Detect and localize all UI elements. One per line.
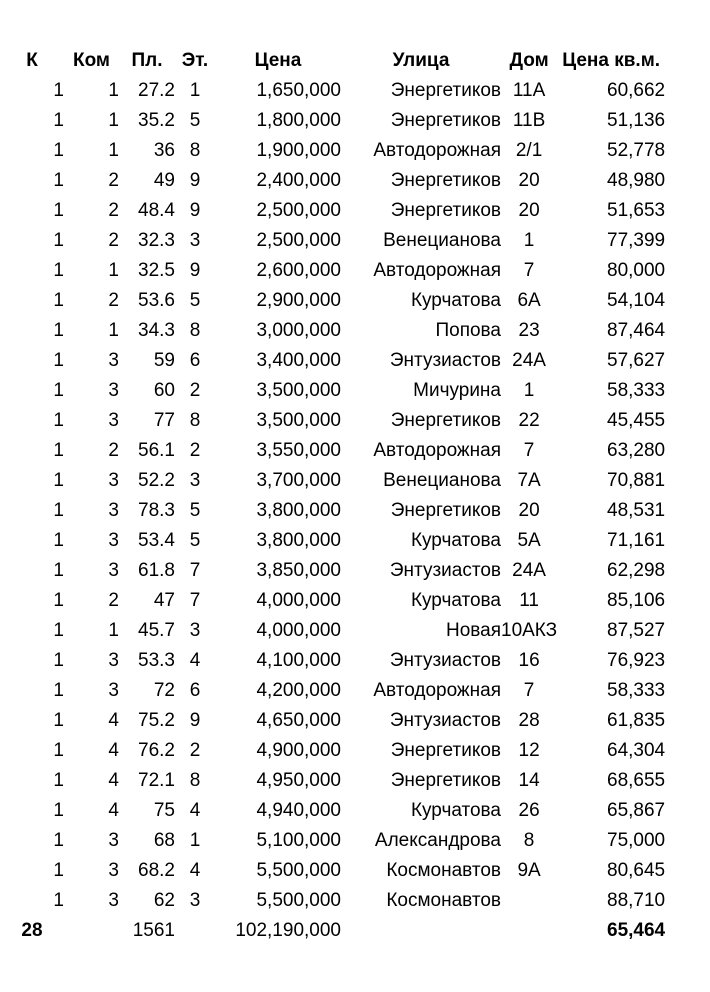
count-cell: 1 (53, 620, 64, 641)
area-cell: 35.2 (138, 110, 175, 131)
house-cell: 26 (518, 800, 540, 821)
street-cell: Энергетиков (390, 740, 501, 761)
floor-cell: 5 (189, 290, 201, 311)
price-cell: 3,550,000 (256, 440, 341, 461)
house-cell: 9А (517, 860, 541, 881)
area-cell: 49 (153, 170, 175, 191)
price-per-m2-cell: 48,980 (607, 170, 666, 191)
table-row (0, 826, 665, 856)
house-cell: 12 (518, 740, 540, 761)
rooms-cell: 2 (108, 440, 119, 461)
floor-cell: 4 (189, 650, 201, 671)
count-cell: 1 (53, 680, 64, 701)
table-row (0, 76, 665, 106)
totals-row (0, 916, 665, 946)
floor-cell: 1 (189, 80, 201, 101)
rooms-cell: 1 (108, 620, 119, 641)
price-per-m2-cell: 58,333 (607, 380, 666, 401)
house-cell: 24А (512, 350, 546, 371)
price-per-m2-cell: 76,923 (607, 650, 666, 671)
table-row (0, 136, 665, 166)
floor-cell: 6 (189, 350, 201, 371)
price-per-m2-cell: 80,645 (607, 860, 666, 881)
street-cell: Энтузиастов (389, 560, 501, 581)
count-cell: 1 (53, 710, 64, 731)
street-cell: Автодорожная (373, 260, 501, 281)
street-cell: Попова (435, 320, 501, 341)
count-cell: 1 (53, 170, 64, 191)
street-cell: Автодорожная (373, 680, 501, 701)
header-row (0, 46, 665, 76)
price-cell: 4,950,000 (256, 770, 341, 791)
house-cell: 6А (517, 290, 541, 311)
table-row (0, 766, 665, 796)
count-cell: 1 (53, 80, 64, 101)
floor-cell: 1 (189, 830, 201, 851)
street-cell: Энергетиков (390, 410, 501, 431)
area-cell: 59 (153, 350, 175, 371)
table-row (0, 556, 665, 586)
price-per-m2-cell: 80,000 (607, 260, 666, 281)
price-cell: 3,800,000 (256, 530, 341, 551)
count-cell: 1 (53, 470, 64, 491)
floor-cell: 8 (189, 410, 201, 431)
area-cell: 47 (153, 590, 175, 611)
header-count: К (26, 50, 38, 71)
total-street-empty (341, 916, 501, 946)
table-row (0, 106, 665, 136)
price-cell: 3,700,000 (256, 470, 341, 491)
area-cell: 48.4 (138, 200, 175, 221)
count-cell: 1 (53, 800, 64, 821)
total-count: 28 (21, 920, 43, 941)
table-row (0, 586, 665, 616)
price-cell: 3,850,000 (256, 560, 341, 581)
rooms-cell: 3 (108, 530, 119, 551)
price-per-m2-cell: 52,778 (607, 140, 666, 161)
rooms-cell: 2 (108, 200, 119, 221)
house-cell: 5А (517, 530, 541, 551)
area-cell: 72 (153, 680, 175, 701)
price-cell: 4,000,000 (256, 620, 341, 641)
area-cell: 72.1 (138, 770, 175, 791)
floor-cell: 8 (189, 140, 201, 161)
price-per-m2-cell: 85,106 (607, 590, 666, 611)
price-cell: 5,100,000 (256, 830, 341, 851)
street-cell: Энергетиков (390, 110, 501, 131)
street-cell: Автодорожная (373, 440, 501, 461)
floor-cell: 9 (189, 260, 201, 281)
count-cell: 1 (53, 230, 64, 251)
count-cell: 1 (53, 560, 64, 581)
price-per-m2-cell: 65,867 (607, 800, 666, 821)
price-cell: 4,100,000 (256, 650, 341, 671)
price-cell: 1,900,000 (256, 140, 341, 161)
table-row (0, 646, 665, 676)
count-cell: 1 (53, 380, 64, 401)
count-cell: 1 (53, 200, 64, 221)
area-cell: 53.3 (138, 650, 175, 671)
table-row (0, 226, 665, 256)
rooms-cell: 3 (108, 380, 119, 401)
table-row (0, 706, 665, 736)
price-cell: 1,800,000 (256, 110, 341, 131)
price-per-m2-cell: 70,881 (607, 470, 666, 491)
house-cell: 22 (518, 410, 540, 431)
table-row (0, 466, 665, 496)
floor-cell: 3 (189, 890, 201, 911)
area-cell: 61.8 (138, 560, 175, 581)
rooms-cell: 1 (108, 140, 119, 161)
street-cell: Энтузиастов (389, 650, 501, 671)
rooms-cell: 1 (108, 80, 119, 101)
floor-cell: 6 (189, 680, 201, 701)
street-cell: Венецианова (383, 230, 501, 251)
house-cell: 2/1 (515, 140, 543, 161)
area-cell: 56.1 (138, 440, 175, 461)
price-per-m2-cell: 51,653 (607, 200, 666, 221)
house-cell: 11 (519, 590, 539, 611)
floor-cell: 8 (189, 320, 201, 341)
rooms-cell: 4 (108, 740, 119, 761)
price-per-m2-cell: 48,531 (607, 500, 666, 521)
rooms-cell: 3 (108, 470, 119, 491)
house-cell: 20 (518, 500, 540, 521)
house-cell: 28 (518, 710, 540, 731)
floor-cell: 9 (189, 200, 201, 221)
street-cell: Энергетиков (390, 500, 501, 521)
table-row (0, 616, 665, 646)
rooms-cell: 2 (108, 170, 119, 191)
rooms-cell: 3 (108, 830, 119, 851)
house-cell (501, 886, 557, 916)
street-cell: Венецианова (383, 470, 501, 491)
rooms-cell: 3 (108, 500, 119, 521)
street-cell: Энтузиастов (389, 350, 501, 371)
street-cell: Курчатова (410, 800, 501, 821)
rooms-cell: 3 (108, 860, 119, 881)
floor-cell: 3 (189, 620, 201, 641)
price-cell: 2,900,000 (256, 290, 341, 311)
table-row (0, 856, 665, 886)
price-cell: 5,500,000 (256, 890, 341, 911)
street-cell: Космонавтов (386, 890, 501, 911)
count-cell: 1 (53, 500, 64, 521)
street-cell: Энергетиков (390, 770, 501, 791)
count-cell: 1 (53, 740, 64, 761)
street-cell: Курчатова (410, 290, 501, 311)
table-row (0, 376, 665, 406)
house-cell: 24А (512, 560, 546, 581)
floor-cell: 8 (189, 770, 201, 791)
count-cell: 1 (53, 260, 64, 281)
area-cell: 36 (153, 140, 175, 161)
table-row (0, 286, 665, 316)
floor-cell: 9 (189, 710, 201, 731)
header-rooms: Ком (72, 50, 110, 71)
area-cell: 77 (153, 410, 175, 431)
header-price: Цена (254, 50, 302, 71)
street-cell: Энтузиастов (389, 710, 501, 731)
house-cell: 7 (523, 260, 535, 281)
table-row (0, 196, 665, 226)
street-cell: Энергетиков (390, 200, 501, 221)
floor-cell: 5 (189, 530, 201, 551)
price-cell: 2,500,000 (256, 230, 341, 251)
floor-cell: 2 (189, 380, 201, 401)
price-per-m2-cell: 54,104 (607, 290, 666, 311)
count-cell: 1 (53, 590, 64, 611)
floor-cell: 4 (189, 860, 201, 881)
price-per-m2-cell: 77,399 (607, 230, 666, 251)
area-cell: 53.4 (138, 530, 175, 551)
rooms-cell: 3 (108, 890, 119, 911)
price-cell: 3,000,000 (256, 320, 341, 341)
count-cell: 1 (53, 890, 64, 911)
area-cell: 53.6 (138, 290, 175, 311)
area-cell: 27.2 (138, 80, 175, 101)
street-cell: Энергетиков (390, 80, 501, 101)
street-cell: Энергетиков (390, 170, 501, 191)
count-cell: 1 (53, 290, 64, 311)
price-cell: 3,400,000 (256, 350, 341, 371)
price-per-m2-cell: 88,710 (607, 890, 666, 911)
price-per-m2-cell: 87,527 (607, 620, 666, 641)
rooms-cell: 2 (108, 590, 119, 611)
area-cell: 62 (153, 890, 175, 911)
street-cell: Курчатова (410, 530, 501, 551)
rooms-cell: 1 (108, 320, 119, 341)
apartment-price-table (0, 46, 665, 946)
floor-cell: 4 (189, 800, 201, 821)
floor-cell: 2 (189, 440, 201, 461)
floor-cell: 5 (189, 110, 201, 131)
house-cell: 7 (523, 680, 535, 701)
floor-cell: 9 (189, 170, 201, 191)
house-cell: 7А (517, 470, 541, 491)
count-cell: 1 (53, 350, 64, 371)
rooms-cell: 3 (108, 410, 119, 431)
house-cell: 7 (523, 440, 535, 461)
floor-cell: 3 (189, 230, 201, 251)
price-per-m2-cell: 57,627 (607, 350, 666, 371)
rooms-cell: 4 (108, 770, 119, 791)
table-row (0, 886, 665, 916)
header-street: Улица (392, 50, 450, 71)
table-row (0, 436, 665, 466)
floor-cell: 7 (189, 560, 201, 581)
price-per-m2-cell: 64,304 (607, 740, 666, 761)
price-per-m2-cell: 87,464 (607, 320, 666, 341)
area-cell: 68 (153, 830, 175, 851)
count-cell: 1 (53, 830, 64, 851)
table-row (0, 406, 665, 436)
total-price-per-m2: 65,464 (607, 920, 666, 941)
street-cell: Автодорожная (373, 140, 501, 161)
area-cell: 45.7 (138, 620, 175, 641)
price-per-m2-cell: 63,280 (607, 440, 666, 461)
table-row (0, 496, 665, 526)
house-cell: 20 (518, 170, 540, 191)
house-cell: 8 (523, 830, 535, 851)
floor-cell: 2 (189, 740, 201, 761)
area-cell: 75.2 (138, 710, 175, 731)
house-cell: 1 (523, 380, 535, 401)
rooms-cell: 3 (108, 350, 119, 371)
area-cell: 78.3 (138, 500, 175, 521)
price-cell: 1,650,000 (256, 80, 341, 101)
price-per-m2-cell: 62,298 (607, 560, 666, 581)
price-cell: 4,200,000 (256, 680, 341, 701)
price-cell: 2,400,000 (256, 170, 341, 191)
header-area: Пл. (131, 50, 163, 71)
count-cell: 1 (53, 410, 64, 431)
price-per-m2-cell: 71,161 (607, 530, 666, 551)
count-cell: 1 (53, 770, 64, 791)
table-row (0, 526, 665, 556)
street-cell: Мичурина (413, 380, 501, 401)
table-row (0, 256, 665, 286)
street-cell: Александрова (374, 830, 501, 851)
house-cell: 1 (523, 230, 535, 251)
table-row (0, 166, 665, 196)
house-cell: 10АКЗ (501, 620, 558, 641)
table-row (0, 676, 665, 706)
area-cell: 34.3 (138, 320, 175, 341)
count-cell: 1 (53, 320, 64, 341)
total-house-empty (501, 916, 557, 946)
total-area: 1561 (132, 920, 175, 941)
price-per-m2-cell: 68,655 (607, 770, 666, 791)
price-per-m2-cell: 60,662 (607, 80, 666, 101)
street-cell: Курчатова (410, 590, 501, 611)
rooms-cell: 3 (108, 680, 119, 701)
price-per-m2-cell: 45,455 (607, 410, 666, 431)
price-per-m2-cell: 51,136 (607, 110, 666, 131)
rooms-cell: 4 (108, 710, 119, 731)
price-cell: 3,500,000 (256, 380, 341, 401)
header-price-per-m2: Цена кв.м. (562, 50, 661, 71)
count-cell: 1 (53, 650, 64, 671)
total-rooms-empty (64, 916, 119, 946)
price-per-m2-cell: 58,333 (607, 680, 666, 701)
count-cell: 1 (53, 860, 64, 881)
price-cell: 2,600,000 (256, 260, 341, 281)
area-cell: 60 (153, 380, 175, 401)
house-cell: 11А (512, 80, 546, 101)
house-cell: 16 (518, 650, 540, 671)
price-per-m2-cell: 75,000 (607, 830, 666, 851)
table-row (0, 346, 665, 376)
area-cell: 32.5 (138, 260, 175, 281)
price-cell: 4,940,000 (256, 800, 341, 821)
street-cell: Новая (445, 620, 501, 641)
total-floor-empty (175, 916, 215, 946)
house-cell: 11В (512, 110, 546, 131)
price-cell: 4,650,000 (256, 710, 341, 731)
rooms-cell: 2 (108, 230, 119, 251)
street-cell: Космонавтов (386, 860, 501, 881)
table-row (0, 316, 665, 346)
total-price: 102,190,000 (235, 920, 341, 941)
rooms-cell: 3 (108, 560, 119, 581)
price-cell: 4,900,000 (256, 740, 341, 761)
floor-cell: 3 (189, 470, 201, 491)
rooms-cell: 1 (108, 110, 119, 131)
count-cell: 1 (53, 110, 64, 131)
rooms-cell: 4 (108, 800, 119, 821)
table-row (0, 796, 665, 826)
count-cell: 1 (53, 140, 64, 161)
count-cell: 1 (53, 440, 64, 461)
area-cell: 52.2 (138, 470, 175, 491)
rooms-cell: 2 (108, 290, 119, 311)
rooms-cell: 1 (108, 260, 119, 281)
price-cell: 3,800,000 (256, 500, 341, 521)
area-cell: 75 (153, 800, 175, 821)
price-cell: 4,000,000 (256, 590, 341, 611)
header-floor: Эт. (181, 50, 209, 71)
area-cell: 68.2 (138, 860, 175, 881)
table-row (0, 736, 665, 766)
price-per-m2-cell: 61,835 (607, 710, 666, 731)
floor-cell: 7 (189, 590, 201, 611)
price-cell: 5,500,000 (256, 860, 341, 881)
house-cell: 23 (518, 320, 540, 341)
rooms-cell: 3 (108, 650, 119, 671)
floor-cell: 5 (189, 500, 201, 521)
house-cell: 14 (518, 770, 540, 791)
price-cell: 2,500,000 (256, 200, 341, 221)
area-cell: 32.3 (138, 230, 175, 251)
price-cell: 3,500,000 (256, 410, 341, 431)
header-house: Дом (509, 50, 549, 71)
count-cell: 1 (53, 530, 64, 551)
area-cell: 76.2 (138, 740, 175, 761)
house-cell: 20 (518, 200, 540, 221)
